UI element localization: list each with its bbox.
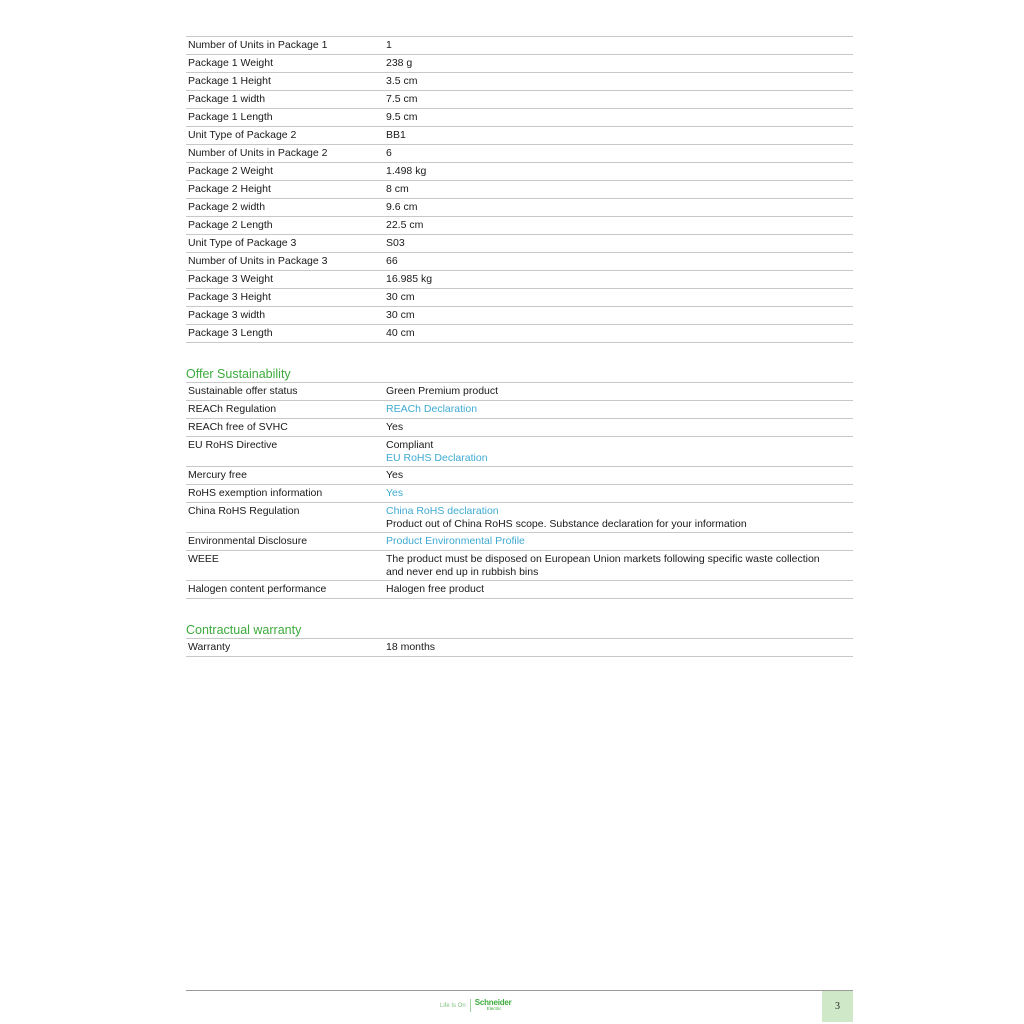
row-label: WEEE	[188, 553, 219, 565]
brand-name: Schneider	[474, 997, 512, 1007]
value-text: 7.5 cm	[386, 93, 418, 105]
document-link[interactable]: EU RoHS Declaration	[386, 451, 488, 464]
value-text: 18 months	[386, 641, 436, 653]
table-row	[186, 235, 853, 253]
row-label: Mercury free	[188, 469, 247, 481]
row-value	[386, 57, 853, 70]
row-value	[386, 111, 853, 124]
document-link[interactable]: Product Environmental Profile	[386, 535, 525, 547]
warranty-table	[186, 638, 853, 657]
schneider-logo	[440, 999, 512, 1012]
row-label: Halogen content performance	[188, 583, 327, 595]
row-label: Package 3 width	[188, 309, 266, 321]
table-row	[186, 181, 853, 199]
value-text: Halogen free product	[386, 583, 485, 595]
brand-sub: Electric	[486, 1005, 502, 1011]
document-link[interactable]: REACh Declaration	[386, 403, 478, 415]
table-row	[186, 383, 853, 401]
row-label: Package 3 Length	[188, 327, 273, 339]
value-text: Product out of China RoHS scope. Substance declaration for your information	[386, 517, 747, 530]
document-link[interactable]: China RoHS declaration	[386, 505, 499, 517]
value-text: 16.985 kg	[386, 273, 433, 285]
row-label: Environmental Disclosure	[188, 535, 308, 547]
row-label: Package 2 width	[188, 201, 266, 213]
row-value	[386, 165, 853, 178]
row-value	[386, 93, 853, 106]
row-label: RoHS exemption information	[188, 487, 323, 499]
table-row	[186, 199, 853, 217]
row-label: Number of Units in Package 2	[188, 147, 328, 159]
table-row	[186, 253, 853, 271]
brand-wordmark	[474, 997, 512, 1012]
row-label: Package 3 Weight	[188, 273, 274, 285]
row-value	[386, 183, 853, 196]
row-value	[386, 327, 853, 340]
value-text: 6	[386, 147, 392, 159]
table-row	[186, 271, 853, 289]
table-row	[186, 401, 853, 419]
row-label: Package 3 Height	[188, 291, 271, 303]
row-label: Package 2 Weight	[188, 165, 274, 177]
row-label: REACh free of SVHC	[188, 421, 288, 433]
value-text: 66	[386, 255, 398, 267]
table-row	[186, 73, 853, 91]
row-label: Package 1 width	[188, 93, 266, 105]
table-row	[186, 217, 853, 235]
table-row	[186, 533, 853, 551]
row-value	[386, 421, 853, 434]
row-label: Warranty	[188, 641, 231, 653]
row-label: Unit Type of Package 3	[188, 237, 297, 249]
table-row	[186, 289, 853, 307]
table-row	[186, 109, 853, 127]
table-row	[186, 437, 853, 467]
row-value	[386, 439, 853, 464]
value-text: 40 cm	[386, 327, 415, 339]
row-value	[386, 487, 853, 500]
row-label: Sustainable offer status	[188, 385, 298, 397]
row-value	[386, 273, 853, 286]
row-label: Package 2 Length	[188, 219, 273, 231]
value-text: S03	[386, 237, 405, 249]
value-text: 30 cm	[386, 291, 415, 303]
tagline: Life Is On	[440, 1002, 466, 1009]
table-row	[186, 307, 853, 325]
row-label: China RoHS Regulation	[188, 505, 300, 517]
packaging-table	[186, 36, 853, 343]
table-row	[186, 37, 853, 55]
row-value	[386, 505, 853, 530]
spec-sheet	[186, 36, 853, 657]
row-label: Number of Units in Package 1	[188, 39, 328, 51]
row-value	[386, 309, 853, 322]
table-row	[186, 163, 853, 181]
row-label: Number of Units in Package 3	[188, 255, 328, 267]
table-row	[186, 127, 853, 145]
value-text: 238 g	[386, 57, 413, 69]
row-value	[386, 219, 853, 232]
table-row	[186, 551, 853, 581]
row-value	[386, 403, 853, 416]
table-row	[186, 467, 853, 485]
table-row	[186, 581, 853, 599]
row-value	[386, 237, 853, 250]
value-text: Yes	[386, 421, 404, 433]
row-value	[386, 469, 853, 482]
row-value	[386, 39, 853, 52]
table-row	[186, 145, 853, 163]
row-value	[386, 291, 853, 304]
row-value	[386, 147, 853, 160]
value-text: 30 cm	[386, 309, 415, 321]
row-value	[386, 201, 853, 214]
value-text: Compliant	[386, 439, 434, 451]
row-label: REACh Regulation	[188, 403, 277, 415]
document-link[interactable]: Yes	[386, 487, 404, 499]
row-value	[386, 641, 853, 654]
row-value	[386, 535, 853, 548]
row-label: Package 1 Weight	[188, 57, 274, 69]
table-row	[186, 639, 853, 657]
footer-divider	[186, 990, 853, 991]
value-text: 8 cm	[386, 183, 409, 195]
row-value	[386, 75, 853, 88]
value-text: 1.498 kg	[386, 165, 427, 177]
value-text: 9.6 cm	[386, 201, 418, 213]
sustainability-table	[186, 382, 853, 599]
row-label: EU RoHS Directive	[188, 439, 278, 451]
value-text: 1	[386, 39, 392, 51]
row-value	[386, 583, 853, 596]
table-row	[186, 419, 853, 437]
value-text: The product must be disposed on European Union markets following specific waste collection and never end up in rubbish bins	[386, 553, 820, 578]
logo-divider	[470, 999, 471, 1012]
row-value	[386, 255, 853, 268]
section-title-warranty: Contractual warranty	[186, 623, 302, 637]
value-text: Green Premium product	[386, 385, 499, 397]
table-row	[186, 91, 853, 109]
row-value	[386, 385, 853, 398]
value-text: BB1	[386, 129, 406, 141]
row-value	[386, 553, 853, 578]
table-row	[186, 55, 853, 73]
page-number: 3	[822, 991, 853, 1022]
table-row	[186, 325, 853, 343]
value-text: 9.5 cm	[386, 111, 418, 123]
value-text: 3.5 cm	[386, 75, 418, 87]
section-title-sustainability: Offer Sustainability	[186, 367, 291, 381]
table-row	[186, 485, 853, 503]
row-label: Package 1 Length	[188, 111, 273, 123]
row-value	[386, 129, 853, 142]
value-text: Yes	[386, 469, 404, 481]
value-text: 22.5 cm	[386, 219, 424, 231]
table-row	[186, 503, 853, 533]
row-label: Package 1 Height	[188, 75, 271, 87]
row-label: Package 2 Height	[188, 183, 271, 195]
row-label: Unit Type of Package 2	[188, 129, 297, 141]
